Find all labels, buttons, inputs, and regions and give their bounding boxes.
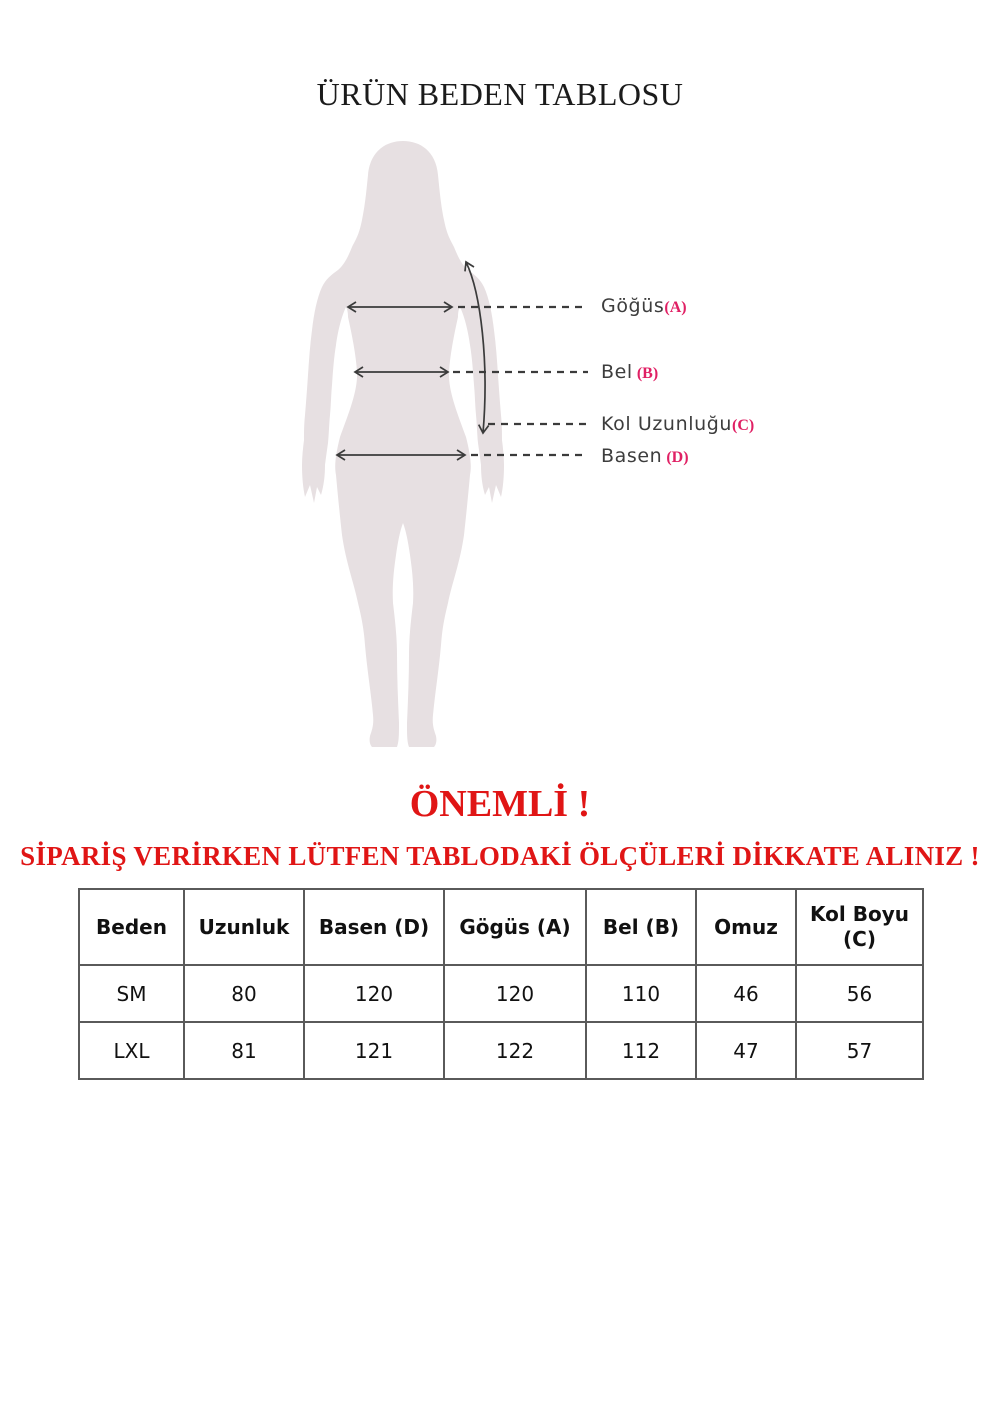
size-table-header-row	[79, 889, 923, 965]
measure-label-gogus	[601, 294, 687, 318]
size-cell: 121	[304, 1022, 444, 1079]
size-cell: SM	[79, 965, 184, 1022]
measure-label-basen	[601, 444, 689, 468]
measure-label-text: Basen	[601, 445, 663, 467]
size-cell: 120	[304, 965, 444, 1022]
size-cell: 57	[796, 1022, 923, 1079]
header-bel: Bel (B)	[586, 889, 696, 965]
measure-code-c: (C)	[732, 417, 755, 434]
size-cell: 122	[444, 1022, 586, 1079]
header-beden: Beden	[79, 889, 184, 965]
size-table-row-lxl	[79, 1022, 923, 1079]
size-table	[78, 888, 924, 1080]
header-basen: Basen (D)	[304, 889, 444, 965]
size-cell: LXL	[79, 1022, 184, 1079]
size-cell: 46	[696, 965, 796, 1022]
size-cell: 112	[586, 1022, 696, 1079]
size-cell: 81	[184, 1022, 304, 1079]
header-kol-boyu: Kol Boyu (C)	[796, 889, 923, 965]
important-heading: ÖNEMLİ !	[409, 783, 591, 825]
size-cell: 120	[444, 965, 586, 1022]
page-title: ÜRÜN BEDEN TABLOSU	[316, 76, 684, 112]
measure-label-kol-uzunlugu	[601, 412, 754, 436]
header-gogus: Gögüs (A)	[444, 889, 586, 965]
measure-label-text: Kol Uzunluğu	[601, 413, 733, 435]
female-silhouette	[302, 141, 504, 747]
measure-label-bel	[601, 360, 658, 384]
size-cell: 56	[796, 965, 923, 1022]
header-omuz: Omuz	[696, 889, 796, 965]
size-cell: 47	[696, 1022, 796, 1079]
size-cell: 110	[586, 965, 696, 1022]
measure-label-text: Bel	[601, 361, 633, 383]
header-uzunluk: Uzunluk	[184, 889, 304, 965]
order-warning-text: SİPARİŞ VERİRKEN LÜTFEN TABLODAKİ ÖLÇÜLERİ DİKKATE ALINIZ !	[20, 841, 980, 871]
measure-code-b: (B)	[632, 365, 659, 382]
measure-code-d: (D)	[662, 449, 689, 466]
size-table-row-sm	[79, 965, 923, 1022]
measure-label-text: Göğüs	[601, 295, 665, 317]
measure-code-a: (A)	[664, 299, 687, 316]
body-measurement-diagram	[280, 135, 600, 765]
size-cell: 80	[184, 965, 304, 1022]
